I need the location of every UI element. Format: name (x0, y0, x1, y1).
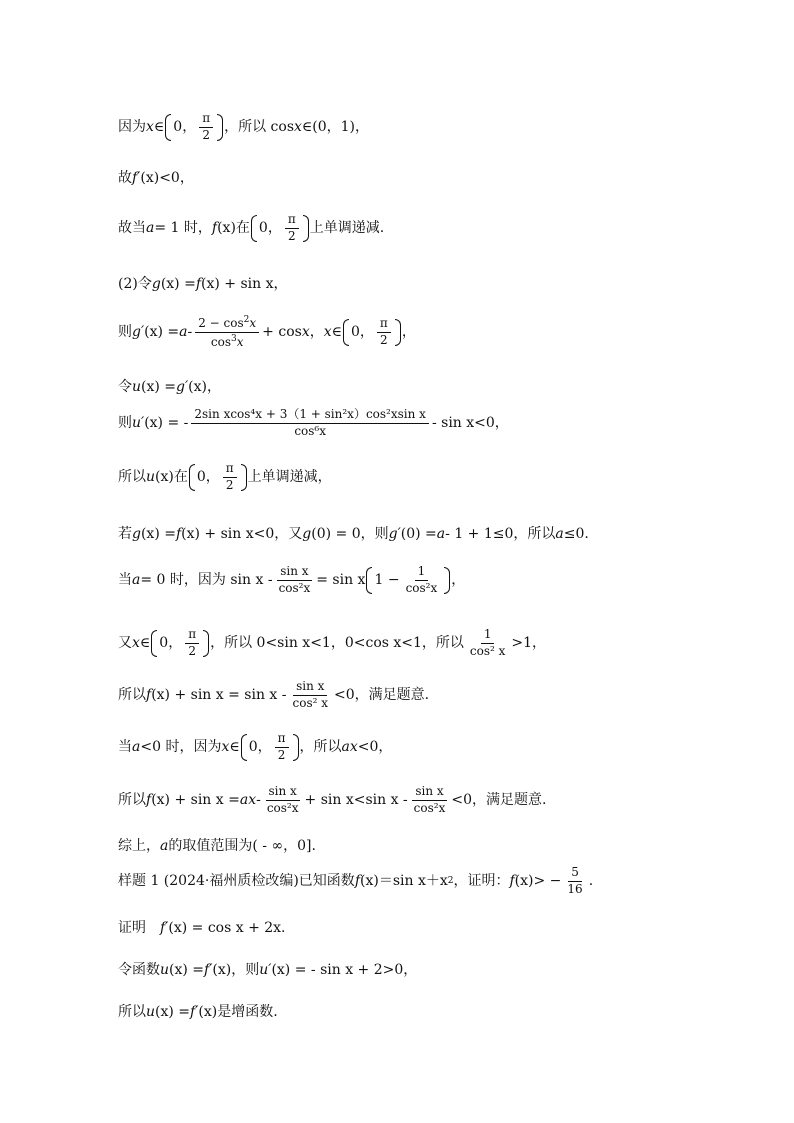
text: 0， (248, 738, 272, 755)
text: 则 (118, 414, 132, 431)
var-u: u (146, 468, 156, 485)
line-1 (118, 112, 369, 143)
line-4 (118, 276, 287, 293)
text: <0 时，因为 (140, 738, 222, 755)
text: . (588, 872, 594, 889)
text: = sin x (316, 571, 366, 588)
line-2 (118, 170, 194, 187)
text: ， (309, 323, 324, 340)
var-f-prime: f′ (204, 962, 213, 978)
numerator: 1 (415, 565, 429, 581)
var-u-prime: u′ (259, 962, 272, 978)
denominator: 16 (567, 881, 583, 896)
text: ，所以 (299, 738, 342, 755)
interval (241, 732, 299, 763)
var-x: x (294, 118, 302, 135)
var-x: x (236, 334, 244, 349)
var-u: u (132, 379, 142, 395)
text: 故 (118, 170, 132, 186)
text: (x)，则 (212, 962, 260, 978)
paren-group (366, 565, 450, 596)
text: (2)令 (118, 276, 152, 292)
text: 1 − (374, 571, 400, 588)
numerator: 2sin xcos⁴x + 3（1 + sin²x）cos²xsin x (191, 408, 429, 424)
line-10 (118, 565, 465, 596)
text: ∈(0，1)， (301, 118, 370, 135)
var-f: f (146, 686, 152, 703)
text: (x) = - (144, 414, 189, 431)
var-a: a (179, 323, 188, 340)
line-11 (118, 628, 546, 659)
text: - 1 + 1≤0，所以 (445, 526, 556, 542)
text: 样题 1 (2024·福州质检改编)已知函数 (118, 872, 355, 889)
denominator: cos² x (292, 695, 328, 710)
text: 又 (118, 634, 132, 651)
line-5 (118, 315, 416, 350)
denominator: cos²x (413, 800, 446, 815)
denominator: 2 (287, 228, 296, 243)
text: 所以 (118, 686, 146, 703)
denominator: 2 (277, 747, 286, 762)
text: 0， (173, 118, 197, 135)
var-f: f (354, 872, 360, 889)
fraction (290, 680, 332, 711)
text: + cos (262, 323, 302, 340)
text: (x)<0， (140, 170, 194, 186)
text: ， (451, 571, 466, 588)
line-19 (118, 1004, 278, 1021)
text: (x)> − (514, 872, 562, 889)
text: + sin x<sin x - (304, 791, 408, 808)
var-g-prime: g′ (132, 323, 145, 340)
interval (165, 112, 223, 143)
denominator: 2 (225, 477, 234, 492)
var-f-prime: f′ (132, 170, 141, 186)
fraction (411, 785, 449, 816)
fraction-pi-over-2 (185, 628, 199, 659)
text: 证明 (118, 920, 160, 936)
text: 当 (118, 571, 132, 588)
fraction-pi-over-2 (285, 213, 299, 244)
numerator: π (199, 112, 213, 128)
numerator: π (285, 213, 299, 229)
line-7 (118, 408, 509, 439)
var-x: x (132, 634, 140, 651)
fraction (403, 565, 441, 596)
text: (x) + sin x， (201, 276, 288, 292)
text: - (187, 323, 193, 340)
var-g-prime: g′ (388, 526, 401, 542)
var-x: x (221, 738, 230, 755)
line-13 (118, 732, 392, 763)
var-f-prime: f′ (160, 920, 169, 936)
text: ，所以 0<sin x<1，0<cos x<1，所以 (210, 634, 464, 651)
interval (189, 462, 247, 493)
var-ax: ax (239, 791, 257, 808)
var-f: f (175, 526, 182, 542)
text: (x) = (169, 962, 205, 978)
denominator: cos²x (405, 580, 438, 595)
text: 所以 (118, 468, 146, 485)
text: - (256, 791, 261, 808)
fraction-pi-over-2 (199, 112, 213, 143)
text: <0，满足题意. (451, 791, 547, 808)
var-x: x (323, 323, 332, 340)
var-a: a (555, 526, 564, 542)
text: ∈ (229, 738, 240, 755)
text: 令函数 (118, 962, 160, 978)
text: (x) = (141, 379, 177, 395)
text: = 1 时， (154, 219, 212, 236)
text: (x) + sin x = (151, 791, 240, 808)
fraction (195, 315, 259, 350)
var-f: f (509, 872, 515, 889)
line-16-example-title (118, 866, 593, 897)
denominator: 2 (202, 127, 210, 142)
numerator: 1 (481, 628, 495, 644)
var-x: x (249, 316, 257, 330)
var-u: u (146, 1004, 156, 1020)
text: (x) = (140, 526, 176, 542)
text: <0，满足题意. (334, 686, 430, 703)
fraction-pi-over-2 (275, 732, 289, 763)
text: (x)在 (155, 468, 188, 485)
denominator (208, 333, 247, 350)
text: 0， (159, 634, 183, 651)
numerator: π (223, 462, 237, 478)
text: ， (401, 323, 416, 340)
line-9 (118, 526, 589, 543)
var-x: x (301, 323, 310, 340)
var-a: a (436, 526, 446, 542)
text: ∈ (331, 323, 342, 340)
fraction-pi-over-2 (223, 462, 237, 493)
text: 2 − cos (198, 316, 244, 330)
denominator: cos⁶x (294, 423, 327, 438)
numerator (195, 315, 259, 333)
text: = 0 时，因为 sin x - (140, 571, 273, 588)
text: ≤0. (563, 526, 589, 542)
denominator: 2 (380, 332, 388, 347)
numerator: sin x (277, 565, 311, 581)
var-a: a (132, 738, 141, 755)
text: (x) = (160, 276, 196, 292)
var-g: g (302, 526, 312, 542)
fraction (264, 785, 302, 816)
text: (x) = (155, 1004, 191, 1020)
text: (x) = (144, 323, 180, 340)
var-a: a (160, 838, 169, 854)
text: (x) + sin x = sin x - (151, 686, 287, 703)
text: 综上， (118, 838, 160, 854)
interval (251, 213, 309, 244)
fraction (564, 866, 585, 897)
text: (x)＝sin x＋x (360, 872, 448, 889)
text: ∈ (153, 118, 165, 135)
numerator: π (377, 317, 391, 333)
line-3 (118, 213, 384, 244)
text: (x)是增函数. (198, 1004, 278, 1020)
line-17 (118, 920, 286, 937)
text: 故当 (118, 219, 146, 236)
var-f: f (146, 791, 152, 808)
var-x: x (146, 118, 154, 135)
var-ax: ax (341, 738, 358, 755)
denominator: cos²x (266, 800, 299, 815)
text: <0， (357, 738, 393, 755)
line-18 (118, 962, 417, 979)
text: - sin x<0， (431, 414, 509, 431)
var-g-prime: g′ (176, 379, 189, 395)
var-u-prime: u′ (132, 414, 145, 431)
numerator: sin x (412, 785, 446, 801)
text: cos (210, 334, 231, 349)
text: >1， (511, 634, 547, 651)
line-14 (118, 785, 546, 816)
var-g: g (132, 526, 141, 542)
denominator: cos²x (278, 580, 311, 595)
var-f: f (195, 276, 201, 292)
var-a: a (132, 571, 141, 588)
exponent: 3 (231, 333, 237, 344)
fraction (467, 628, 509, 659)
fraction (191, 408, 429, 439)
var-f-prime: f′ (190, 1004, 199, 1020)
var-f: f (211, 219, 218, 236)
text: 0， (351, 323, 374, 340)
var-g: g (151, 276, 161, 292)
exponent: 2 (243, 315, 250, 325)
text: 上单调递减. (309, 219, 385, 236)
text: 所以 (118, 791, 146, 808)
text: 0， (196, 468, 220, 485)
text: (0) = (400, 526, 437, 542)
text: 当 (118, 738, 132, 755)
denominator: cos² x (469, 643, 506, 658)
numerator: π (275, 732, 289, 748)
fraction-pi-over-2 (377, 317, 391, 348)
numerator: π (185, 628, 199, 644)
text: 因为 (118, 118, 146, 135)
exponent: 2 (447, 875, 454, 886)
line-15 (118, 838, 316, 855)
text: 若 (118, 526, 132, 542)
denominator: 2 (188, 643, 196, 658)
text: 则 (118, 323, 132, 340)
text: (0) = 0，则 (311, 526, 389, 542)
var-u: u (160, 962, 170, 978)
text: ∈ (139, 634, 151, 651)
text: 0， (258, 219, 282, 236)
fraction (276, 565, 314, 596)
line-6 (118, 379, 221, 396)
interval (151, 628, 209, 659)
text: 所以 (118, 1004, 146, 1020)
text: (x) = - sin x + 2>0， (271, 962, 418, 978)
text: 的取值范围为( - ∞，0]. (168, 838, 316, 854)
text: 令 (118, 379, 132, 395)
text: 上单调递减， (247, 468, 332, 485)
line-12 (118, 680, 429, 711)
text: (x) = cos x + 2x. (168, 920, 286, 936)
numerator: sin x (266, 785, 300, 801)
line-8 (118, 462, 332, 493)
text: ，证明： (453, 872, 510, 889)
var-a: a (146, 219, 155, 236)
numerator: 5 (568, 866, 582, 882)
text: ，所以 cos (224, 118, 294, 135)
numerator: sin x (293, 680, 327, 696)
text: (x) + sin x<0，又 (181, 526, 303, 542)
text: (x)， (188, 379, 221, 395)
interval (343, 317, 401, 348)
text: (x)在 (217, 219, 250, 236)
